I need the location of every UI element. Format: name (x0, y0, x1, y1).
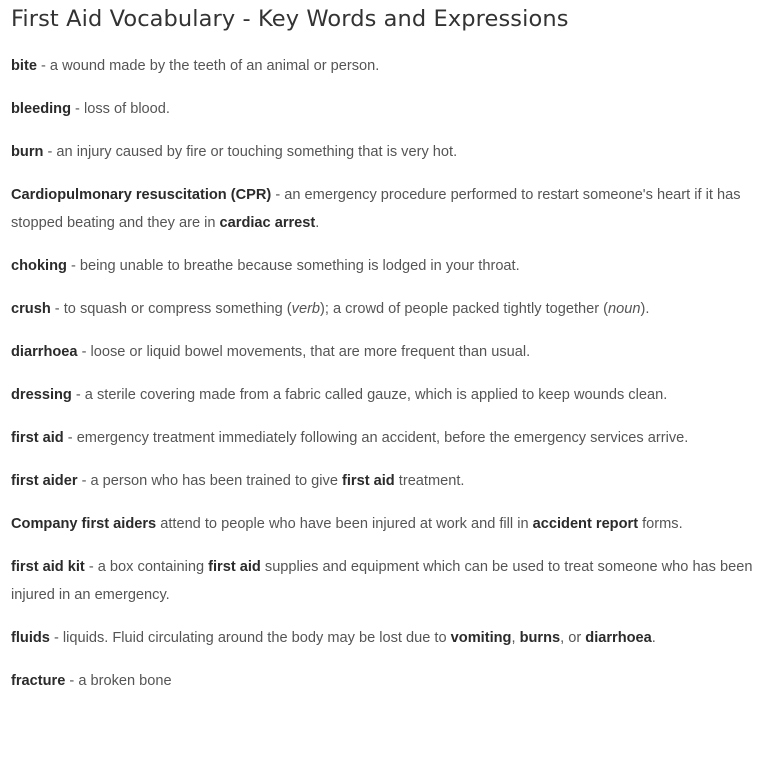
term: bleeding (11, 101, 71, 117)
definition: attend to people who have been injured at work and fill in (156, 516, 533, 532)
term: diarrhoea (11, 344, 78, 360)
bold-phrase: vomiting (450, 630, 512, 646)
definition: - a sterile covering made from a fabric called gauze, which is applied to keep wounds clean. (71, 387, 668, 403)
entry-first-aid-kit (11, 553, 758, 609)
definition-end: treatment. (394, 473, 465, 489)
definition-end: supplies and equipment which can be used to treat someone who has been injured in an emergency. (11, 559, 753, 603)
definition: - a wound made by the teeth of an animal or person. (36, 58, 380, 74)
definition: - emergency treatment immediately following an accident, before the emergency services arrive. (63, 430, 689, 446)
entry-fracture (11, 667, 758, 695)
lead-word: Company (11, 516, 82, 532)
term: choking (11, 258, 67, 274)
term: crush (11, 301, 51, 317)
term: fracture (11, 673, 66, 689)
definition: - an injury caused by fire or touching something that is very hot. (43, 144, 458, 160)
definition: - a box containing (84, 559, 209, 575)
term: burn (11, 144, 44, 160)
definition-middle: ); a crowd of people packed tightly together ( (320, 301, 609, 317)
bold-phrase: burns (519, 630, 561, 646)
term: first aid kit (11, 559, 85, 575)
part-of-speech: noun (608, 301, 641, 317)
entry-choking (11, 252, 758, 280)
entry-company-first-aiders (11, 510, 758, 538)
bold-phrase: cardiac arrest (219, 215, 316, 231)
term: Cardiopulmonary resuscitation (CPR) (11, 187, 272, 203)
page-title: First Aid Vocabulary - Key Words and Expressions (11, 6, 569, 32)
term: first aider (11, 473, 78, 489)
separator: , (511, 630, 520, 646)
definition-end: ). (640, 301, 650, 317)
part-of-speech: verb (291, 301, 321, 317)
term: bite (11, 58, 37, 74)
definition: - loss of blood. (71, 101, 170, 117)
entry-dressing (11, 381, 758, 409)
definition-end: forms. (638, 516, 683, 532)
entry-burn (11, 138, 758, 166)
entry-fluids (11, 624, 758, 652)
entry-diarrhoea (11, 338, 758, 366)
definition-end: . (651, 630, 656, 646)
definition: - loose or liquid bowel movements, that are more frequent than usual. (77, 344, 531, 360)
definition: - an emergency procedure performed to restart someone's heart if it has stopped beating and they are in (11, 187, 741, 231)
definition: - liquids. Fluid circulating around the body may be lost due to (49, 630, 451, 646)
definition: - a broken bone (65, 673, 172, 689)
entry-first-aid (11, 424, 758, 452)
separator: , or (560, 630, 586, 646)
entry-cpr (11, 181, 758, 237)
entry-first-aider (11, 467, 758, 495)
definition: - to squash or compress something ( (50, 301, 292, 317)
entry-bite (11, 52, 758, 80)
term: dressing (11, 387, 72, 403)
definition: - being unable to breathe because something is lodged in your throat. (66, 258, 520, 274)
bold-phrase: accident report (532, 516, 639, 532)
term: first aid (11, 430, 64, 446)
bold-phrase: first aid (208, 559, 261, 575)
definition-end: . (315, 215, 320, 231)
definition: - a person who has been trained to give (77, 473, 342, 489)
bold-phrase: first aid (342, 473, 395, 489)
entry-bleeding (11, 95, 758, 123)
bold-phrase: first aiders (81, 516, 157, 532)
entry-crush (11, 295, 758, 323)
bold-phrase: diarrhoea (585, 630, 652, 646)
term: fluids (11, 630, 50, 646)
